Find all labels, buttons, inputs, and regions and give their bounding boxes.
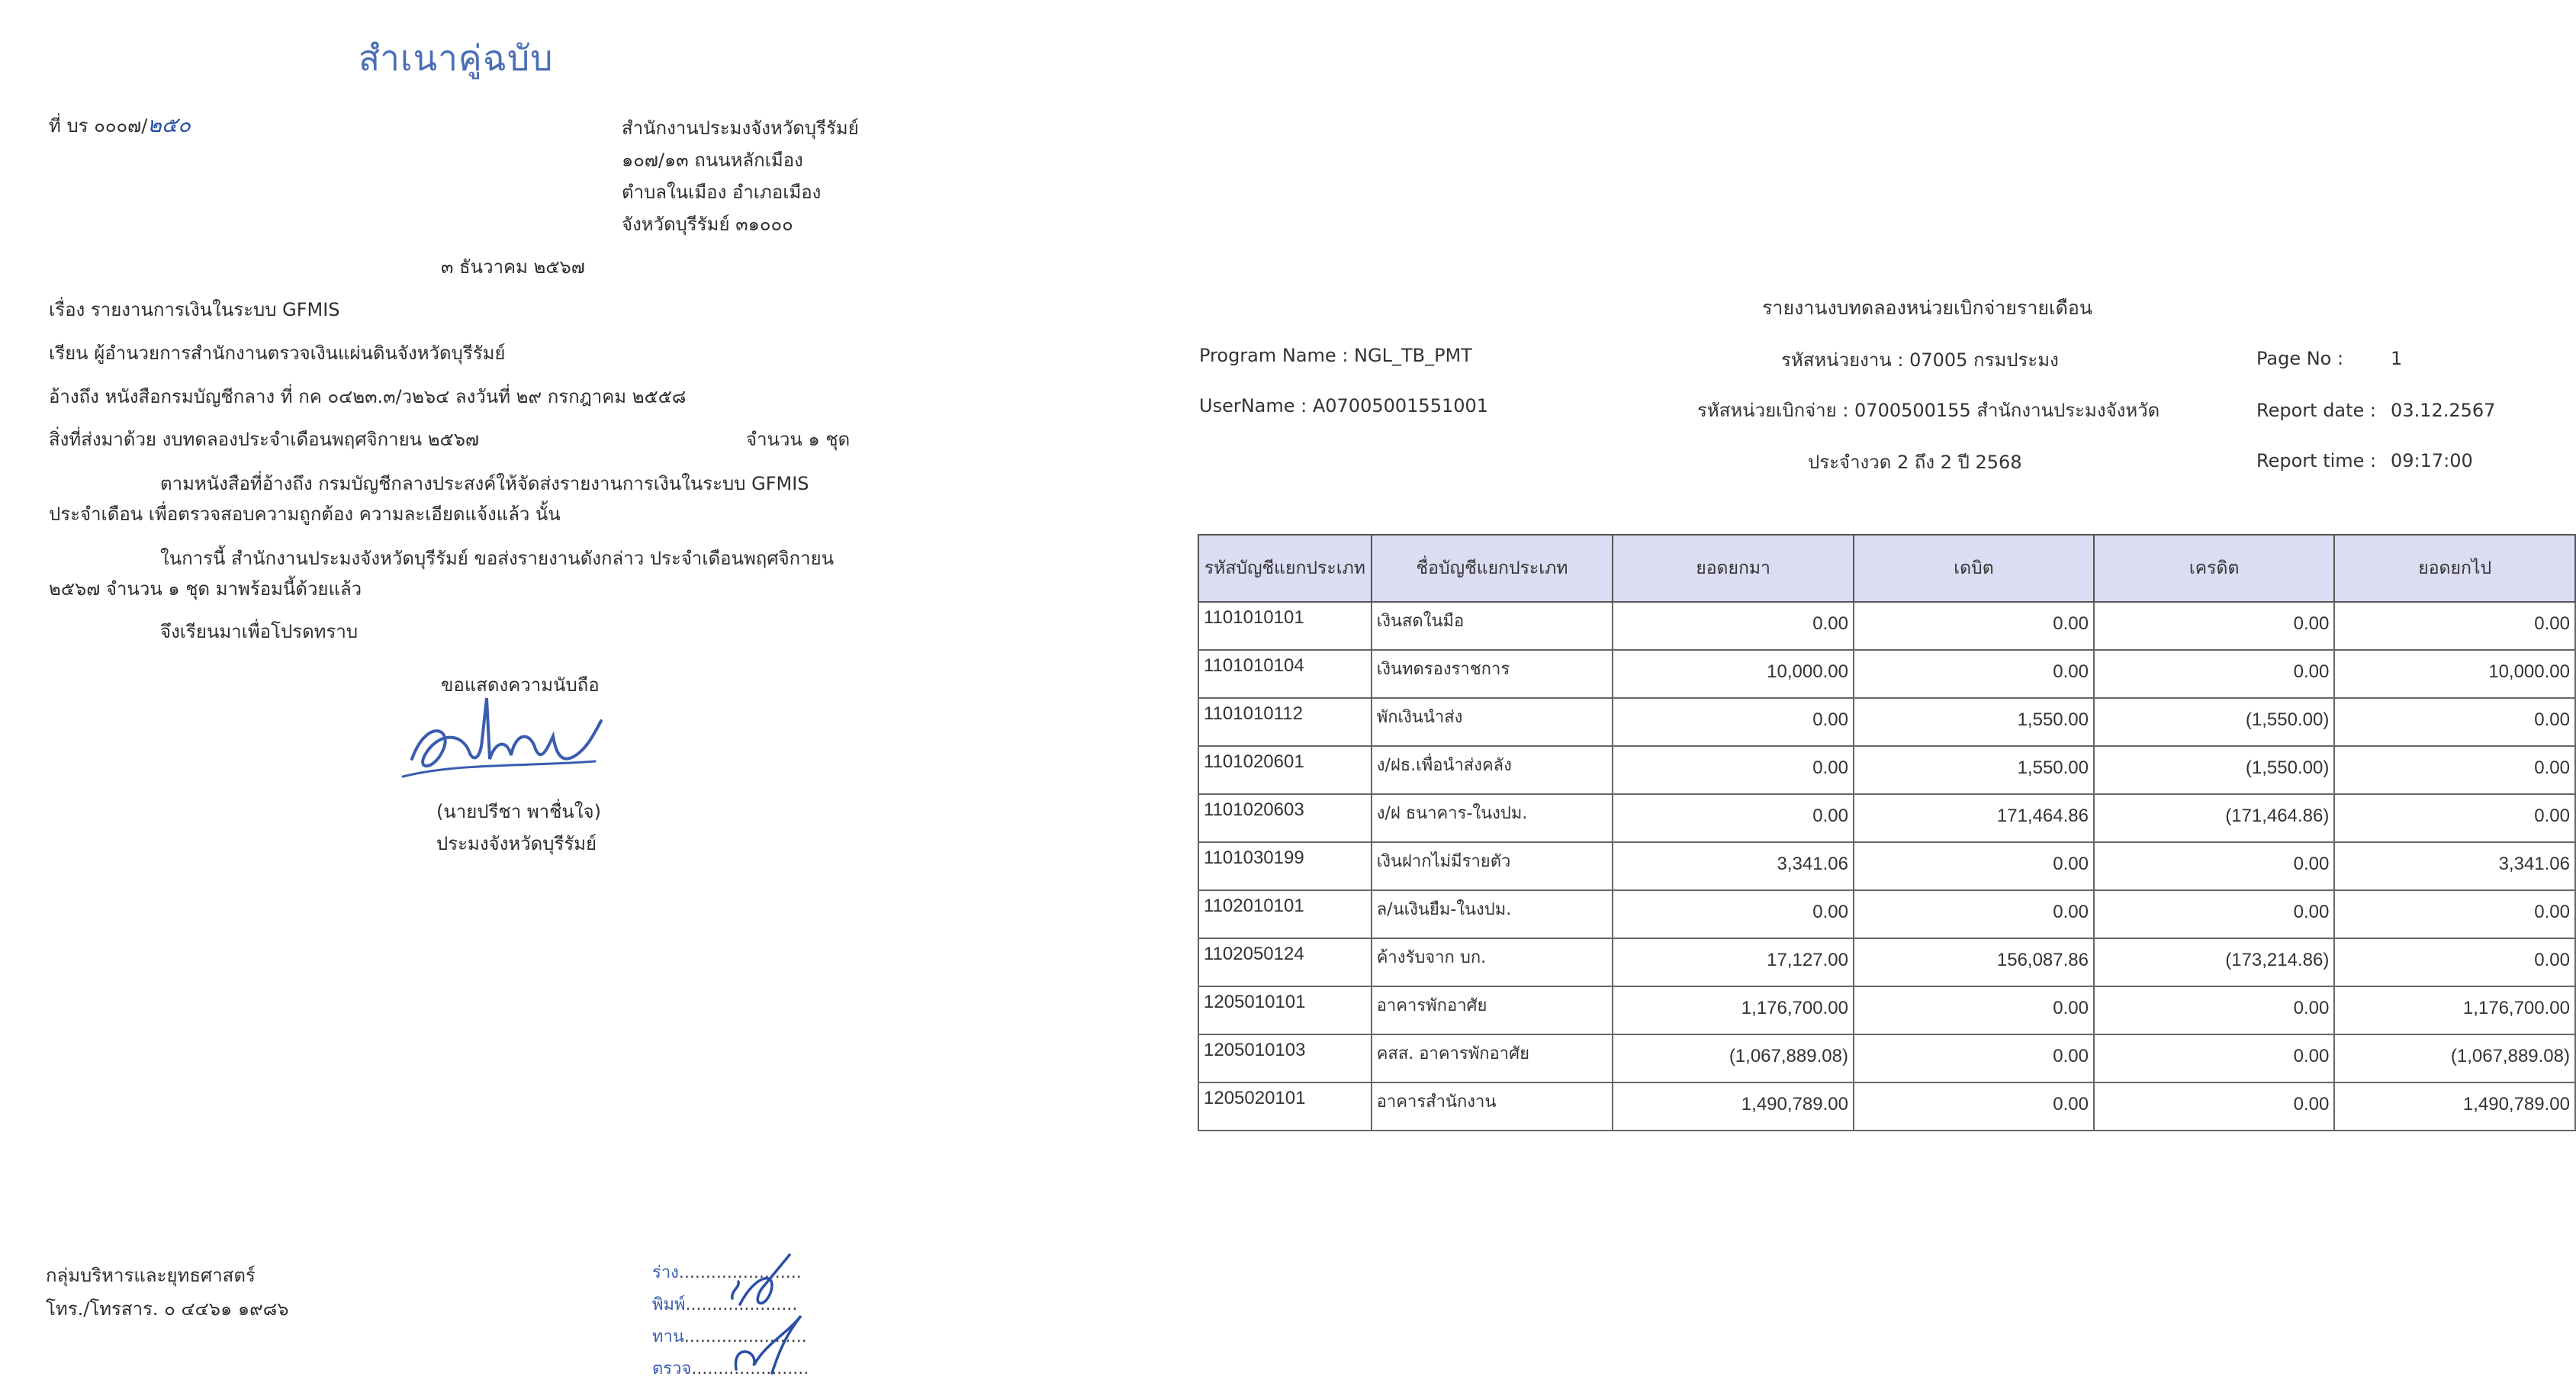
brought-forward-cell: 3,341.06 [1613, 842, 1854, 890]
carried-forward-cell: (1,067,889.08) [2334, 1034, 2575, 1082]
debit-cell: 0.00 [1854, 1034, 2094, 1082]
report-agency-code: รหัสหน่วยงาน : 07005 กรมประมง [1781, 349, 2059, 371]
debit-cell: 0.00 [1854, 650, 2094, 698]
account-name-cell: เงินฝากไม่มีรายตัว [1372, 842, 1613, 890]
table-row [1198, 986, 2575, 1034]
debit-cell: 1,550.00 [1854, 698, 2094, 746]
carried-forward-cell: 3,341.06 [2334, 842, 2575, 890]
approval-draft-label: ร่าง....................... [652, 1263, 802, 1282]
report-date-label: Report date : [2256, 400, 2377, 421]
column-header-brought-forward: ยอดยกมา [1613, 535, 1854, 602]
carried-forward-cell: 10,000.00 [2334, 650, 2575, 698]
report-page-no-label: Page No : [2256, 348, 2344, 369]
brought-forward-cell: 0.00 [1613, 890, 1854, 938]
account-code-cell: 1101020603 [1198, 794, 1372, 842]
account-name-cell: พักเงินนำส่ง [1372, 698, 1613, 746]
debit-cell: 156,087.86 [1854, 938, 2094, 986]
brought-forward-cell: 0.00 [1613, 698, 1854, 746]
table-row [1198, 698, 2575, 746]
credit-cell: 0.00 [2094, 1082, 2334, 1131]
approval-initials-image [725, 1251, 824, 1381]
reference-number [49, 108, 191, 142]
brought-forward-cell: 0.00 [1613, 602, 1854, 650]
trial-balance-table [1198, 534, 2576, 1131]
report-disbursing-unit: รหัสหน่วยเบิกจ่าย : 0700500155 สำนักงานประมงจังหวัด [1697, 400, 2160, 421]
carried-forward-cell: 0.00 [2334, 746, 2575, 794]
column-header-account-code: รหัสบัญชีแยกประเภท [1198, 535, 1372, 602]
table-header-row [1198, 535, 2575, 602]
debit-cell: 1,550.00 [1854, 746, 2094, 794]
carried-forward-cell: 0.00 [2334, 890, 2575, 938]
reference-handwritten-number: ๒๕๐ [147, 112, 191, 137]
approval-verify-label: ตรวจ...................... [652, 1359, 809, 1378]
carried-forward-cell: 0.00 [2334, 794, 2575, 842]
debit-cell: 0.00 [1854, 986, 2094, 1034]
letter-date: ๓ ธันวาคม ๒๕๖๗ [441, 256, 585, 278]
signer-title: ประมงจังหวัดบุรีรัมย์ [436, 833, 597, 854]
debit-cell: 0.00 [1854, 602, 2094, 650]
copy-stamp-title: สำเนาคู่ฉบับ [359, 37, 554, 79]
table-body [1198, 602, 2575, 1131]
account-code-cell: 1102010101 [1198, 890, 1372, 938]
address-line-3: ตำบลในเมือง อำเภอเมือง [622, 182, 822, 203]
letter-enclosure-quantity: จำนวน ๑ ชุด [746, 429, 851, 450]
column-header-carried-forward: ยอดยกไป [2334, 535, 2575, 602]
credit-cell: 0.00 [2094, 650, 2334, 698]
report-user-name: UserName : A07005001551001 [1199, 395, 1489, 417]
debit-cell: 171,464.86 [1854, 794, 2094, 842]
letter-page [0, 0, 877, 1396]
column-header-account-name: ชื่อบัญชีแยกประเภท [1372, 535, 1613, 602]
credit-cell: 0.00 [2094, 890, 2334, 938]
account-code-cell: 1205010101 [1198, 986, 1372, 1034]
account-name-cell: ง/ฝ ธนาคาร-ในงปม. [1372, 794, 1613, 842]
account-code-cell: 1101010101 [1198, 602, 1372, 650]
account-code-cell: 1205020101 [1198, 1082, 1372, 1131]
brought-forward-cell: 0.00 [1613, 746, 1854, 794]
approval-print-label: พิมพ์..................... [652, 1295, 798, 1314]
brought-forward-cell: 1,176,700.00 [1613, 986, 1854, 1034]
column-header-credit: เครดิต [2094, 535, 2334, 602]
account-code-cell: 1102050124 [1198, 938, 1372, 986]
credit-cell: (1,550.00) [2094, 746, 2334, 794]
report-time-label: Report time : [2256, 450, 2377, 471]
address-line-2: ๑๐๗/๑๓ ถนนหลักเมือง [622, 150, 803, 171]
credit-cell: 0.00 [2094, 602, 2334, 650]
credit-cell: (1,550.00) [2094, 698, 2334, 746]
table-row [1198, 1082, 2575, 1131]
paragraph-1-line-1: ตามหนังสือที่อ้างถึง กรมบัญชีกลางประสงค์ให้จัดส่งรายงานการเงินในระบบ GFMIS [160, 473, 809, 494]
credit-cell: 0.00 [2094, 1034, 2334, 1082]
account-name-cell: ล/นเงินยืม-ในงปม. [1372, 890, 1613, 938]
account-name-cell: ง/ฝธ.เพื่อนำส่งคลัง [1372, 746, 1613, 794]
brought-forward-cell: 1,490,789.00 [1613, 1082, 1854, 1131]
brought-forward-cell: 10,000.00 [1613, 650, 1854, 698]
footer-department: กลุ่มบริหารและยุทธศาสตร์ [46, 1265, 256, 1286]
regards-line: ขอแสดงความนับถือ [441, 674, 600, 696]
credit-cell: (173,214.86) [2094, 938, 2334, 986]
account-name-cell: เงินทดรองราชการ [1372, 650, 1613, 698]
address-line-1: สำนักงานประมงจังหวัดบุรีรัมย์ [622, 117, 859, 139]
letter-reference: อ้างถึง หนังสือกรมบัญชีกลาง ที่ กค ๐๔๒๓.๓/ว๒๖๔ ลงวันที่ ๒๙ กรกฎาคม ๒๕๕๘ [49, 386, 687, 407]
table-row [1198, 1034, 2575, 1082]
table-row [1198, 890, 2575, 938]
carried-forward-cell: 0.00 [2334, 938, 2575, 986]
report-time: 09:17:00 [2391, 450, 2473, 471]
report-title: รายงานงบทดลองหน่วยเบิกจ่ายรายเดือน [1762, 297, 2092, 319]
account-code-cell: 1101010104 [1198, 650, 1372, 698]
table-row [1198, 650, 2575, 698]
account-name-cell: ค้างรับจาก บก. [1372, 938, 1613, 986]
carried-forward-cell: 0.00 [2334, 602, 2575, 650]
approval-check-label: ทาน....................... [652, 1327, 807, 1346]
brought-forward-cell: 17,127.00 [1613, 938, 1854, 986]
signature-image [397, 687, 610, 790]
debit-cell: 0.00 [1854, 842, 2094, 890]
carried-forward-cell: 1,490,789.00 [2334, 1082, 2575, 1131]
paragraph-2-line-1: ในการนี้ สำนักงานประมงจังหวัดบุรีรัมย์ ขอส่งรายงานดังกล่าว ประจำเดือนพฤศจิกายน [160, 548, 835, 569]
table-row [1198, 842, 2575, 890]
letter-subject: เรื่อง รายงานการเงินในระบบ GFMIS [49, 299, 340, 320]
carried-forward-cell: 1,176,700.00 [2334, 986, 2575, 1034]
table-row [1198, 602, 2575, 650]
account-code-cell: 1101020601 [1198, 746, 1372, 794]
report-period: ประจำงวด 2 ถึง 2 ปี 2568 [1808, 452, 2022, 473]
trial-balance-report [1190, 0, 2576, 1396]
account-code-cell: 1205010103 [1198, 1034, 1372, 1082]
brought-forward-cell: (1,067,889.08) [1613, 1034, 1854, 1082]
table-row [1198, 938, 2575, 986]
credit-cell: 0.00 [2094, 842, 2334, 890]
closing-line: จึงเรียนมาเพื่อโปรดทราบ [160, 621, 359, 642]
debit-cell: 0.00 [1854, 890, 2094, 938]
letter-recipient: เรียน ผู้อำนวยการสำนักงานตรวจเงินแผ่นดินจังหวัดบุรีรัมย์ [49, 343, 506, 364]
address-line-4: จังหวัดบุรีรัมย์ ๓๑๐๐๐ [622, 214, 793, 235]
table-row [1198, 746, 2575, 794]
account-name-cell: เงินสดในมือ [1372, 602, 1613, 650]
report-page-no: 1 [2391, 348, 2403, 369]
account-code-cell: 1101010112 [1198, 698, 1372, 746]
brought-forward-cell: 0.00 [1613, 794, 1854, 842]
column-header-debit: เดบิต [1854, 535, 2094, 602]
report-program-name: Program Name : NGL_TB_PMT [1199, 345, 1472, 366]
credit-cell: (171,464.86) [2094, 794, 2334, 842]
carried-forward-cell: 0.00 [2334, 698, 2575, 746]
paragraph-2-line-2: ๒๕๖๗ จำนวน ๑ ชุด มาพร้อมนี้ด้วยแล้ว [49, 578, 362, 600]
table-row [1198, 794, 2575, 842]
account-name-cell: อาคารสำนักงาน [1372, 1082, 1613, 1131]
report-date: 03.12.2567 [2391, 400, 2496, 421]
account-name-cell: คสส. อาคารพักอาศัย [1372, 1034, 1613, 1082]
signer-name: (นายปรีชา พาชื่นใจ) [436, 801, 601, 822]
reference-prefix: ที่ บร ๐๐๐๗/ [49, 115, 148, 137]
account-name-cell: อาคารพักอาศัย [1372, 986, 1613, 1034]
credit-cell: 0.00 [2094, 986, 2334, 1034]
account-code-cell: 1101030199 [1198, 842, 1372, 890]
footer-phone: โทร./โทรสาร. ๐ ๔๔๖๑ ๑๙๘๖ [46, 1298, 289, 1320]
debit-cell: 0.00 [1854, 1082, 2094, 1131]
letter-enclosure: สิ่งที่ส่งมาด้วย งบทดลองประจำเดือนพฤศจิกายน ๒๕๖๗ [49, 429, 479, 450]
paragraph-1-line-2: ประจำเดือน เพื่อตรวจสอบความถูกต้อง ความละเอียดแจ้งแล้ว นั้น [49, 503, 561, 525]
